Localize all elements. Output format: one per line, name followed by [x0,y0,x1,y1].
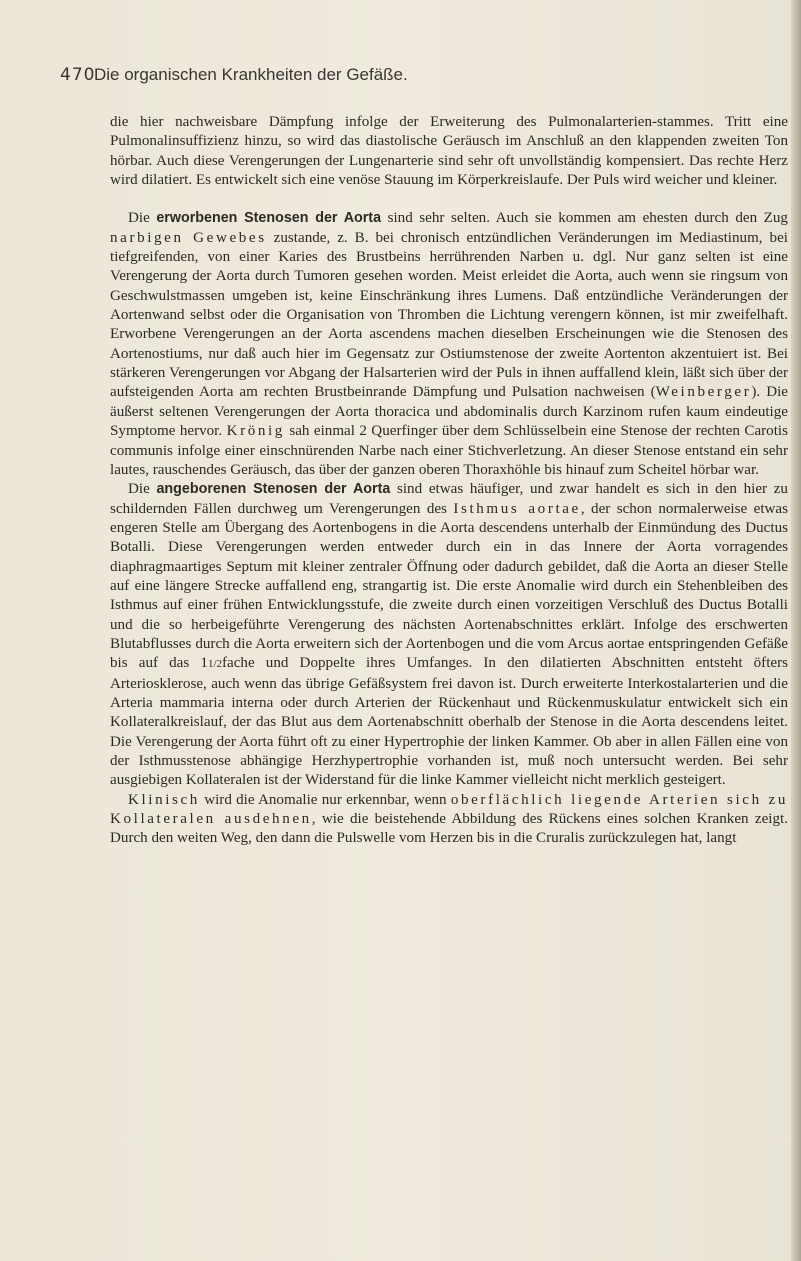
author-name: Krönig [226,423,285,440]
text-run: wird die Anomalie nur erkennbar, wenn [199,791,451,808]
text-run: , wie die beistehende Abbildung des Rückens eines solchen Kranken zeigt. Durch den weiten Weg, den dann die Pulswelle vom Herzen bis in die Cruralis zurückzulegen hat, langt [110,811,788,847]
text-run: Die [128,481,157,498]
text-run: fache und Doppelte ihres Umfanges. In den dilatierten Abschnitten entsteht öfters Arteriosklerose, auch wenn das übrige Gefäßsystem frei davon ist. Durch erweiterte Interkostalarterien und die Arteria mammaria interna oder durch Arterien der Rückenhaut und Rückenmuskulatur entwickelt sich ein Kollateralkreislauf, der das Blut aus dem Aortenabschnitt oberhalb der Stenose in die Aorta descendens leitet. Die Verengerung der Aorta führt oft zu einer Hypertrophie der linken Kammer. Ob aber in allen Fällen eine von der Isthmusstenose abhängige Herzhypertrophie vorhanden ist, muß noch untersucht werden. Bei sehr ausgiebigen Kollateralen ist der Widerstand für die linke Kammer vielleicht nicht merklich gesteigert. [110,655,789,789]
emphasis-spaced: oberflächlich liegende Arterien sich zu Kollateralen ausdehnen [110,791,789,828]
author-name: Weinberger [655,384,752,401]
text-run: Die [128,210,157,227]
text-run: ). Die äußerst seltenen Verengerungen der Aorta thoracica und abdominalis durch Karzinom rufen kaum eindeutige Symptome hervor. [110,384,788,440]
text-run: , der schon normalerweise etwas engeren Stelle am Übergang des Aortenbogens in die Aorta descendens unterhalb der Einmündung des Ductus Botalli. Diese Verengerungen werden entweder durch ein in das Innere der Aorta vorragendes diaphragmaartiges Septum mit kleiner zentraler Öffnung oder dadurch gebildet, daß die Aorta an dieser Stelle auf eine längere Strecke auffallend eng, strangartig ist. Die erste Anomalie wird durch ein Stehenbleiben des Isthmus auf einer frühen Entwicklungsstufe, die zweite durch einen vorzeitigen Verschluß des Ductus Botalli und die so herbeigeführte Verengerung des nächsten Aortenabschnittes erklärt. Infolge des erschwerten Blutabflusses durch die Aorta erweitern sich der Aortenbogen und die vom Arcus aortae entspringenden Gefäße bis auf das 1 [110,500,788,672]
text-run: sah einmal 2 Querfinger über dem Schlüsselbein eine Stenose der rechten Carotis communis infolge einer einschnürenden Narbe nach einer Stichverletzung. An dieser Stenose entstand ein sehr lautes, rauschendes Geräusch, das über der ganzen oberen Thoraxhöhle bis hinauf zum Scheitel hörbar war. [110,423,788,478]
emphasis-spaced: narbigen Gewebes [110,229,267,246]
heading-acquired-stenoses: erworbenen Stenosen der Aorta [156,210,382,227]
text-run: zustande, z. B. bei chronisch entzündlichen Veränderungen im Mediastinum, bei tiefgreifenden, von einer Karies des Brustbeins herrührenden Narben u. dgl. Nur ganz selten ist eine Verengerung der Aorta durch Tumoren gesehen worden. Meist erleidet die Aorta, auch wenn sie ringsum von Geschwulstmassen umgeben ist, keine Einschränkung ihres Lumens. Daß entzündliche Veränderungen der Aortenwand selbst oder die Organisation von Thromben die Lichtung verengern können, ist mir zweifelhaft. Erworbene Verengerungen an der Aorta ascendens machen dieselben Erscheinungen wie die Stenosen des Aortenostiums, nur daß auch hier im Gegensatz zur Ostiumstenose der zweite Aortenton akzentuiert ist. Bei stärkeren Verengerungen vor Abgang der Halsarterien wird der Puls in ihnen auffallend klein, läßt sich über der aufsteigenden Aorta am rechten Brustbeinrande Dämpfung und Pulsation nachweisen ( [110,229,788,401]
page-header [60,64,750,86]
paragraph-text: die hier nachweisbare Dämpfung infolge der Erweiterung des Pulmonalarterien-stammes. Tritt eine Pulmonalinsuffizienz hinzu, so wird das diastolische Geräusch im Anschluß an den klappenden zweiten Ton hörbar. Auch diese Verengerungen der Lungenarterie sind sehr oft unvollständig kompensiert. Das rechte Herz wird dilatiert. Es entwickelt sich eine venöse Stauung im Körperkreislaufe. Der Puls wird weicher und kleiner. [110,114,788,189]
heading-congenital-stenoses: angeborenen Stenosen der Aorta [156,481,391,498]
paragraph-clinical [110,791,788,849]
paragraph-pulmonary [110,113,788,190]
fraction: 1/2 [207,658,222,671]
paragraph-acquired-stenoses [110,209,788,480]
body-text [110,113,788,849]
text-run: sind etwas häufiger, und zwar handelt es sich in den hier zu schildernden Fällen durchweg um Verengerungen des [110,481,788,517]
paragraph-congenital-stenoses [110,480,788,791]
emphasis-spaced: Isthmus aortae [453,500,581,517]
emphasis-spaced: Klinisch [128,791,200,808]
page-edge-shadow [791,0,801,1261]
page-number: 470 [60,65,96,85]
running-title: Die organischen Krankheiten der Gefäße. [94,65,408,84]
text-run: sind sehr selten. Auch sie kommen am ehesten durch den Zug [381,210,788,227]
